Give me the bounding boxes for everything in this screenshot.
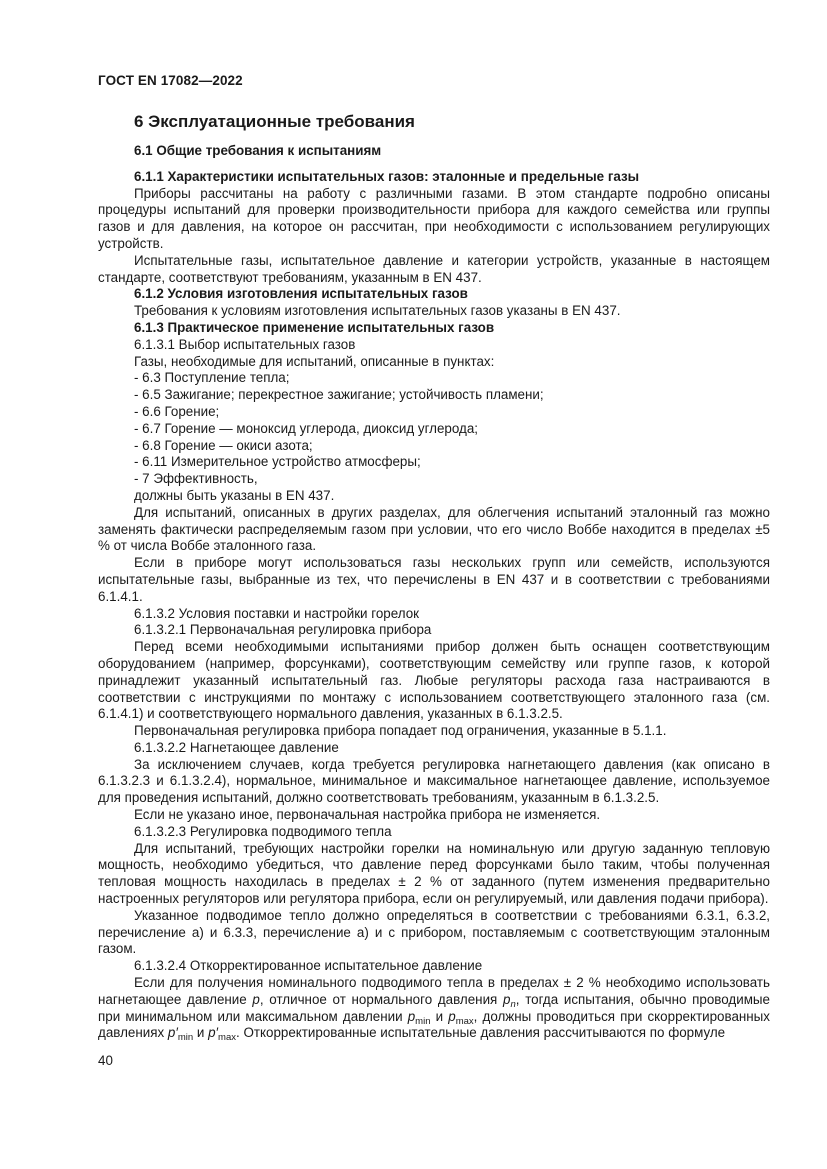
initial-adjustment-limit-paragraph: Первоначальная регулировка прибора попадает под ограничения, указанные в 5.1.1.	[134, 723, 667, 739]
clause-6-1-2-heading: 6.1.2 Условия изготовления испытательных газов	[134, 286, 468, 302]
list-item: - 6.11 Измерительное устройство атмосферы;	[134, 454, 421, 470]
list-item: - 6.5 Зажигание; перекрестное зажигание; устойчивость пламени;	[134, 387, 544, 403]
clause-6-1-3-2-1-heading: 6.1.3.2.1 Первоначальная регулировка прибора	[134, 622, 432, 638]
clause-6-1-2-paragraph: Требования к условиям изготовления испытательных газов указаны в EN 437.	[134, 303, 621, 319]
pressure-max-symbol: p	[448, 1008, 456, 1024]
clause-6-1-3-1-intro: Газы, необходимые для испытаний, описанные в пунктах:	[134, 353, 495, 369]
heat-input-determination-paragraph: Указанное подводимое тепло должно определяться в соответствии с требованиями 6.3.1, 6.3.2, перечисление а) и 6.3.3, перечисление а) и с прибором, поставляемым с соответствующим эталонным газом.	[98, 907, 770, 957]
heat-input-adjustment-paragraph: Для испытаний, требующих настройки горелки на номинальную или другую заданную тепловую мощность, необходимо убедиться, что давление перед форсунками было таким, чтобы полученная тепловая мощность находилась в пределах ± 2 % от заданного (путем изменения предварительно настроенных регуляторов или регулятора прибора, если он регулируемый, или давления подачи прибора).	[98, 840, 770, 907]
subsection-6-1-title: 6.1 Общие требования к испытаниям	[134, 143, 382, 158]
clause-6-1-1-paragraph-2: Испытательные газы, испытательное давление и категории устройств, указанные в настоящем стандарте, соответствуют требованиям, указанным в EN 437.	[98, 252, 770, 285]
test-clause-list	[98, 370, 770, 488]
list-item: - 6.3 Поступление тепла;	[134, 370, 290, 386]
clause-6-1-3-1-outro: должны быть указаны в EN 437.	[134, 487, 335, 503]
supply-pressure-paragraph: За исключением случаев, когда требуется регулировка нагнетающего давления (как описано в 6.1.3.2.3 и 6.1.3.2.4), нормальное, минимальное и максимальное нагнетающее давление, используемое для проведения испытаний, должно соответствовать требованиям, указанным в 6.1.3.2.5.	[98, 756, 770, 806]
initial-adjustment-paragraph: Перед всеми необходимыми испытаниями прибор должен быть оснащен соответствующим оборудованием (например, форсунками), соответствующим семейству или группе газов, к которой принадлежит указанный испытательный газ. Любые регуляторы расхода газа настраиваются в соответствии с инструкциями по монтажу с использованием соответствующего эталонного газа (см. 6.1.4.1) и соответствующего нормального давления, указанных в 6.1.3.2.5.	[98, 639, 770, 722]
document-body	[98, 111, 770, 1042]
list-item: - 6.6 Горение;	[134, 403, 220, 419]
pressure-n-symbol: p	[503, 991, 511, 1007]
list-item: - 6.7 Горение — моноксид углерода, диоксид углерода;	[134, 420, 479, 436]
clause-6-1-1-paragraph-1: Приборы рассчитаны на работу с различными газами. В этом стандарте подробно описаны процедуры испытаний для проверки производительности прибора для каждого семейства или группы газов и для давления, на которое он рассчитан, при необходимости с использованием регулирующих устройств.	[98, 185, 770, 251]
clause-6-1-3-2-4-heading: 6.1.3.2.4 Откорректированное испытательное давление	[134, 958, 483, 974]
clause-6-1-3-2-2-heading: 6.1.3.2.2 Нагнетающее давление	[134, 739, 339, 755]
pressure-symbol: p	[252, 991, 260, 1007]
clause-6-1-3-2-3-heading: 6.1.3.2.3 Регулировка подводимого тепла	[134, 823, 392, 839]
corrected-pressure-paragraph: Если для получения номинального подводимого тепла в пределах ± 2 % необходимо использовать нагнетающее давление p, отличное от нормального давления $p_n$, тогда испытания, обычно проводимые при минимальном или максимальном давлении $p_{min}$ и $p_{max}$, должны проводиться при скорректированных давлениях $p'_{min}$ и $p'_{max}$. Откорректированные испытательные давления рассчитываются по формуле	[98, 975, 771, 1044]
corrected-pressure-max-symbol: p′	[208, 1025, 219, 1041]
supply-pressure-note-paragraph: Если не указано иное, первоначальная настройка прибора не изменяется.	[134, 807, 601, 823]
pressure-min-symbol: p	[407, 1008, 416, 1024]
clause-6-1-3-heading: 6.1.3 Практическое применение испытательных газов	[134, 319, 495, 335]
section-title: 6 Эксплуатационные требования	[134, 112, 415, 131]
reference-gas-substitution-paragraph: Для испытаний, описанных в других разделах, для облегчения испытаний эталонный газ можно заменять фактически распределяемым газом при условии, что его число Воббе находится в пределах ±5 % от числа Воббе эталонного газа.	[98, 504, 770, 554]
page-number: 40	[98, 1053, 113, 1068]
document-code-header: ГОСТ EN 17082—2022	[98, 73, 243, 88]
gas-groups-paragraph: Если в приборе могут использоваться газы нескольких групп или семейств, используются испытательные газы, выбранные из тех, что перечислены в EN 437 и в соответствии с требованиями 6.1.4.1.	[98, 555, 770, 604]
clause-6-1-3-2-heading: 6.1.3.2 Условия поставки и настройки горелок	[134, 605, 420, 621]
clause-6-1-3-1-heading: 6.1.3.1 Выбор испытательных газов	[134, 336, 356, 352]
clause-6-1-1-heading: 6.1.1 Характеристики испытательных газов: эталонные и предельные газы	[134, 168, 640, 184]
list-item: - 7 Эффективность,	[134, 471, 258, 487]
corrected-pressure-min-symbol: p′	[167, 1025, 178, 1041]
list-item: - 6.8 Горение — окиси азота;	[134, 437, 313, 453]
